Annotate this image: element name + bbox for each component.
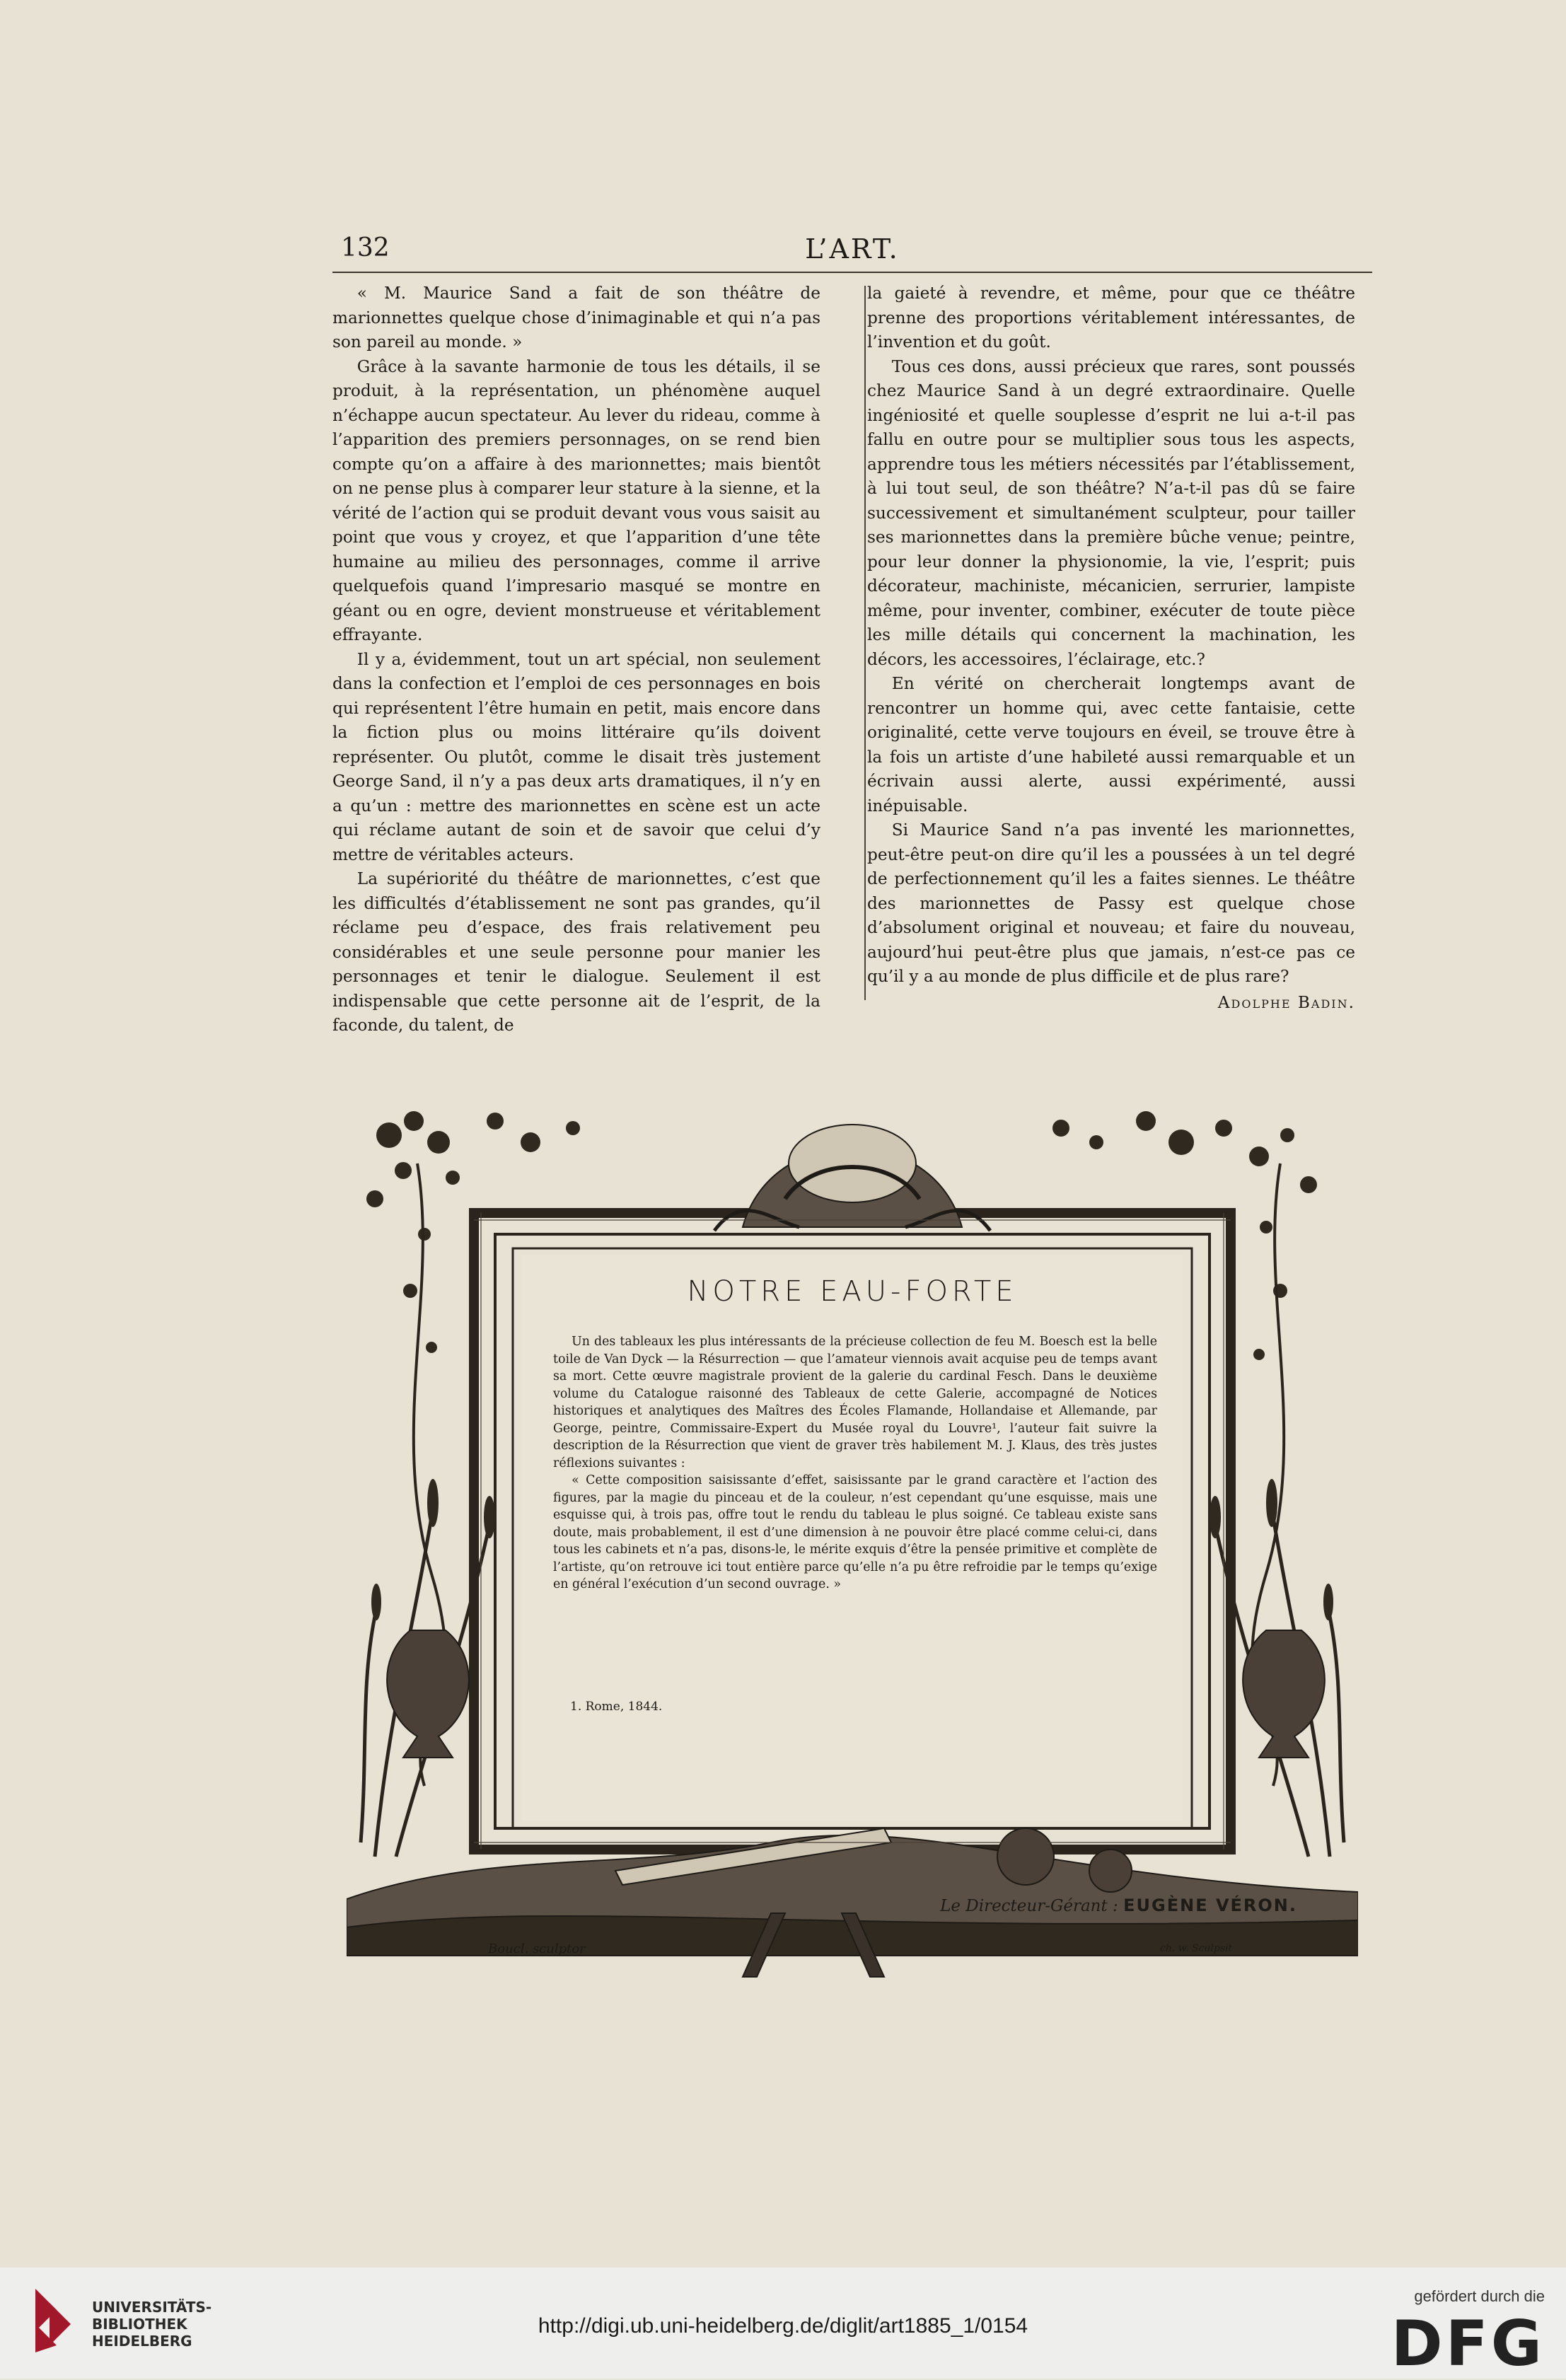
column-divider bbox=[864, 286, 866, 1000]
article-columns bbox=[332, 281, 1372, 1035]
right-column bbox=[867, 281, 1355, 1015]
director-line bbox=[940, 1896, 1297, 1915]
page-number: 132 bbox=[341, 233, 390, 262]
plate-paragraph-1: Un des tableaux les plus intéressants de la précieuse collection de feu M. Boesch est la belle toile de Van Dyck — la Résurrection — que l’amateur viennois avait acquise peu de temps avant sa mort. Cette œuvre magistrale provient de la galerie du cardinal Fesch. Dans le deuxième volume du Catalogue raisonné des Tableaux de cette Galerie, accompagné de Notices historiques et analytiques des Maîtres des Écoles Flamande, Hollandaise et Allemande, par George, peintre, Commissaire-Expert du Musée royal du Louvre¹, l’auteur fait suivre la description de la Résurrection que vient de graver très habilement M. J. Klaus, des très justes réflexions suivantes : bbox=[553, 1335, 1157, 1470]
permalink-url[interactable]: http://digi.ub.uni-heidelberg.de/diglit/art1885_1/0154 bbox=[538, 2314, 1028, 2338]
left-paragraph-4: La supériorité du théâtre de marionnettes, c’est que les difficultés d’établissement ne sont pas grandes, qu’il réclame peu d’espace, des frais relativement peu considérables et une seule personne pour manier les personnages et tenir le dialogue. Seulement il est indispensable que cette personne ait de l’esprit, de la faconde, du talent, de bbox=[332, 869, 820, 1035]
plate-paragraph-2: « Cette composition saisissante d’effet, saisissante par le grand caractère et l’action des figures, par la magie du pinceau et de la couleur, n’est cependant qu’une esquisse, mais une esquisse qui, à trois pas, offre tout le rendu du tableau le plus soigné. Ce tableau existe sans doute, mais probablement, il est d’une dimension à ne pouvoir être placé comme celui-ci, dans tous les cabinets et n’a pas, disons-le, le mérite exquis d’être la pensée primitive et complète de l’artiste, qu’on retrouve ici tout entière parce qu’elle n’a pu être refroidie par le temps qu’exige en général l’exécution d’un second ouvrage. » bbox=[553, 1473, 1157, 1591]
plate-footnote: 1. Rome, 1844. bbox=[570, 1700, 663, 1714]
funded-by-label: gefördert durch die bbox=[1414, 2287, 1545, 2305]
left-paragraph-2: Grâce à la savante harmonie de tous les détails, il se produit, à la représentation, un phénomène auquel n’échappe aucun spectateur. Au lever du rideau, comme à l’apparition des premiers personnages, on se rend bien compte qu’on a affaire à des marionnettes; mais bientôt on ne pense plus à comparer leur stature à la sienne, et la vérité de l’action qui se produit devant vous vous saisit au point que vous y croyez, et que l’apparition d’une tête humaine au milieu des personnages, comme il arrive quelquefois quand l’impresario masqué se montre en géant ou en ogre, devient monstrueuse et véritablement effrayante. bbox=[332, 356, 820, 644]
left-paragraph-3: Il y a, évidemment, tout un art spécial, non seulement dans la confection et l’emploi de ces personnages en bois qui représentent l’être humain en petit, mais encore dans la fiction plus ou moins littéraire qu’ils doivent représenter. Ou plutôt, comme le disait très justement George Sand, il n’y a pas deux arts dramatiques, il n’y en a qu’un : mettre des marionnettes en scène est un acte qui réclame autant de soin et de savoir que celui d’y mettre de véritables acteurs. bbox=[332, 649, 820, 864]
plate-body bbox=[553, 1333, 1157, 1594]
library-name-line-2: BIBLIOTHEK bbox=[92, 2316, 187, 2333]
library-name-line-3: HEIDELBERG bbox=[92, 2333, 192, 2350]
right-paragraph-1: la gaieté à revendre, et même, pour que ce théâtre prenne des proportions véritablement intéressantes, de l’invention et du goût. bbox=[867, 284, 1355, 352]
journal-title: L’ART. bbox=[805, 233, 900, 265]
dfg-logo: DFG bbox=[1391, 2307, 1545, 2380]
right-paragraph-4: Si Maurice Sand n’a pas inventé les marionnettes, peut-être peut-on dire qu’il les a poussées à un tel degré de perfectionnement qu’il les a faites siennes. Le théâtre des marionnettes de Passy est quelque chose d’absolument original et nouveau; et faire du nouveau, aujourd’hui peut-être plus que jamais, n’est-ce pas ce qu’il y a au monde de plus difficile et de plus rare? bbox=[867, 820, 1355, 986]
running-head bbox=[332, 233, 1372, 273]
engraver-credit-right: ch. w. Sculpsit bbox=[1160, 1943, 1233, 1954]
right-paragraph-3: En vérité on chercherait longtemps avant de rencontrer un homme qui, avec cette fantaisie, cette originalité, cette verve toujours en éveil, se trouve être à la fois un artiste d’une habileté aussi remarquable et un écrivain aussi alerte, aussi expérimenté, aussi inépuisable. bbox=[867, 674, 1355, 815]
right-paragraph-2: Tous ces dons, aussi précieux que rares, sont poussés chez Maurice Sand à un degré extraordinaire. Quelle ingéniosité et quelle souplesse d’esprit ne lui a-t-il pas fallu en outre pour se multiplier sous tous les aspects, apprendre tous les métiers nécessités par l’établissement, à lui tout seul, de son théâtre? N’a-t-il pas dû se faire successivement et simultanément sculpteur, pour tailler ses marionnettes dans la première bûche venue; peintre, pour leur donner la physionomie, la vie, l’esprit; puis décorateur, machiniste, mécanicien, serrurier, lampiste même, pour inventer, combiner, exécuter de toute pièce les mille détails qui concernent la machination, les décors, les accessoires, l’éclairage, etc.? bbox=[867, 356, 1355, 669]
left-paragraph-1: « M. Maurice Sand a fait de son théâtre de marionnettes quelque chose d’inimaginable et qui n’a pas son pareil au monde. » bbox=[332, 284, 820, 352]
plate-title: NOTRE EAU-FORTE bbox=[687, 1275, 1018, 1308]
left-column bbox=[332, 281, 820, 1038]
digitization-footer bbox=[0, 2268, 1566, 2379]
director-role: Le Directeur-Gérant : bbox=[940, 1897, 1118, 1915]
engraver-credit-left: Boucl. sculptor bbox=[488, 1941, 586, 1956]
author-signature: Adolphe Badin. bbox=[1217, 992, 1355, 1012]
header-rule bbox=[332, 272, 1372, 273]
etching-text-panel bbox=[522, 1255, 1183, 1821]
director-name: EUGÈNE VÉRON. bbox=[1123, 1896, 1297, 1915]
library-name-line-1: UNIVERSITÄTS- bbox=[92, 2299, 212, 2316]
etching-frame bbox=[347, 1079, 1358, 1991]
